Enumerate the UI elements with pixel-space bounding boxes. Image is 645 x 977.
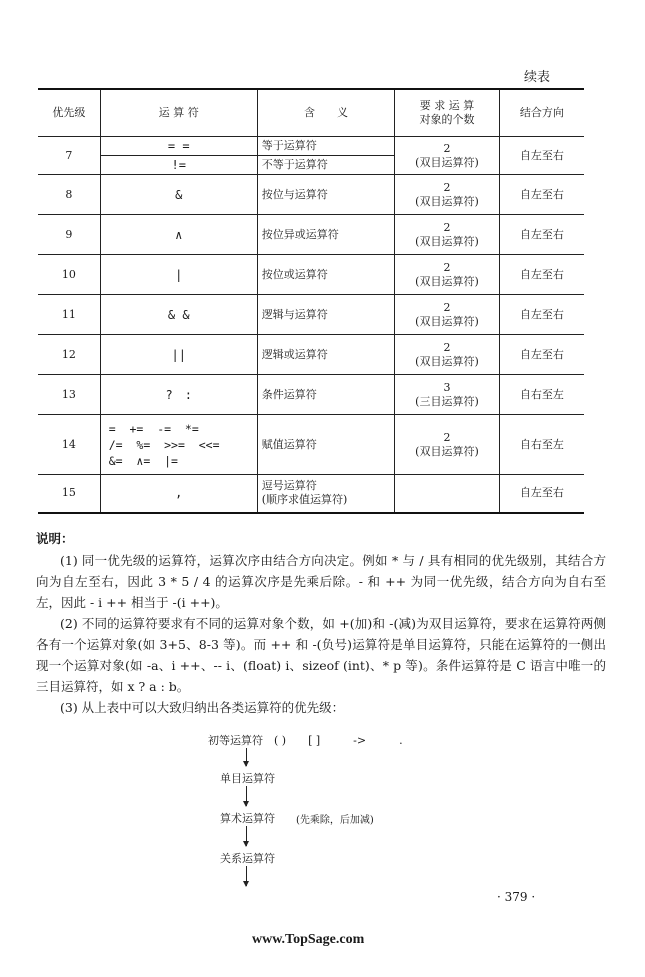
- table-body: [38, 137, 584, 513]
- level-cell: 13: [38, 375, 100, 415]
- associativity-cell: 自右至左: [499, 415, 584, 475]
- operator-table: [38, 88, 584, 514]
- operator-cell: ∧: [100, 215, 257, 255]
- level-cell: 11: [38, 295, 100, 335]
- operand-count-cell: 2 (双目运算符): [395, 295, 499, 335]
- assignment-ops-line: = += -= *=: [108, 421, 199, 436]
- operand-count-cell: 3 (三目运算符): [395, 375, 499, 415]
- header-operand-count: 要 求 运 算 对象的个数: [395, 89, 499, 137]
- operator-cell: = =: [100, 137, 257, 156]
- table-row: [38, 255, 584, 295]
- level-cell: 14: [38, 415, 100, 475]
- associativity-cell: 自左至右: [499, 215, 584, 255]
- header-level: 优先级: [38, 89, 100, 137]
- operand-count-cell: [395, 475, 499, 513]
- meaning-cell: 按位异或运算符: [257, 215, 395, 255]
- meaning-cell: 按位或运算符: [257, 255, 395, 295]
- associativity-cell: 自左至右: [499, 175, 584, 215]
- associativity-cell: 自右至左: [499, 375, 584, 415]
- operator-cell: ,: [100, 475, 257, 513]
- meaning-cell: 按位与运算符: [257, 175, 395, 215]
- level-cell: 12: [38, 335, 100, 375]
- assignment-ops-line: &= ∧= |=: [108, 453, 178, 468]
- note-paragraph-2: (2) 不同的运算符要求有不同的运算对象个数，如 +(加)和 -(减)为双目运算符，要求在运算符两侧各有一个运算对象(如 3+5、8-3 等)。而 ++ 和 -(负号)运算符是单目运算符，只能在运算符的一侧出现一个运算对象(如 -a、i ++、-- i、(float) i、sizeof (int)、* p 等)。条件运算符是 C 语言中唯一的三目运算符，如 x ? a : b。: [36, 616, 606, 694]
- footer-url: www.TopSage.com: [252, 932, 365, 947]
- operator-cell: !=: [100, 156, 257, 175]
- level-cell: 7: [38, 137, 100, 175]
- flow-level-unary: 单目运算符: [220, 772, 275, 785]
- operator-cell: & &: [100, 295, 257, 335]
- table-header-row: [38, 89, 584, 137]
- operator-cell: [100, 415, 257, 475]
- header-operator: 运 算 符: [100, 89, 257, 137]
- flow-arrow: [246, 866, 247, 886]
- operand-count-cell: 2 (双目运算符): [395, 175, 499, 215]
- page-number: · 379 ·: [497, 890, 536, 904]
- operator-cell: ||: [100, 335, 257, 375]
- meaning-cell: 逗号运算符 (顺序求值运算符): [257, 475, 395, 513]
- flow-arrow: [246, 786, 247, 806]
- table-row: [38, 295, 584, 335]
- notes-body: [36, 550, 606, 718]
- associativity-cell: 自左至右: [499, 335, 584, 375]
- note-paragraph-3: (3) 从上表中可以大致归纳出各类运算符的优先级：: [60, 700, 345, 715]
- operator-cell: &: [100, 175, 257, 215]
- flow-level-arithmetic-note: (先乘除，后加减): [296, 815, 374, 826]
- header-meaning: 含 义: [257, 89, 395, 137]
- flow-level-arithmetic: 算术运算符: [220, 812, 275, 825]
- table-row: [38, 335, 584, 375]
- operand-count-cell: 2 (双目运算符): [395, 137, 499, 175]
- level-cell: 15: [38, 475, 100, 513]
- table-row: [38, 375, 584, 415]
- meaning-cell: 赋值运算符: [257, 415, 395, 475]
- flow-arrow: [246, 826, 247, 846]
- table-row: [38, 175, 584, 215]
- table-row: [38, 475, 584, 513]
- header-associativity: 结合方向: [499, 89, 584, 137]
- table-row: [38, 137, 584, 156]
- level-cell: 9: [38, 215, 100, 255]
- operator-cell: ? :: [100, 375, 257, 415]
- assignment-ops-line: /= %= >>= <<=: [108, 437, 220, 452]
- flow-level-relational: 关系运算符: [220, 852, 275, 865]
- notes-heading: 说明：: [36, 531, 74, 546]
- level-cell: 8: [38, 175, 100, 215]
- continued-label: 续表: [524, 70, 551, 85]
- associativity-cell: 自左至右: [499, 295, 584, 335]
- meaning-cell: 逻辑或运算符: [257, 335, 395, 375]
- flow-arrow: [246, 748, 247, 766]
- meaning-cell: 等于运算符: [257, 137, 395, 156]
- table-row: [38, 215, 584, 255]
- operand-count-cell: 2 (双目运算符): [395, 255, 499, 295]
- flow-level-primary: 初等运算符 ( ) [ ] -> .: [208, 734, 403, 747]
- meaning-cell: 条件运算符: [257, 375, 395, 415]
- level-cell: 10: [38, 255, 100, 295]
- associativity-cell: 自左至右: [499, 475, 584, 513]
- meaning-cell: 逻辑与运算符: [257, 295, 395, 335]
- operand-count-cell: 2 (双目运算符): [395, 415, 499, 475]
- operator-cell: |: [100, 255, 257, 295]
- operand-count-cell: 2 (双目运算符): [395, 335, 499, 375]
- associativity-cell: 自左至右: [499, 255, 584, 295]
- operand-count-cell: 2 (双目运算符): [395, 215, 499, 255]
- meaning-cell: 不等于运算符: [257, 156, 395, 175]
- note-paragraph-1: (1) 同一优先级的运算符，运算次序由结合方向决定。例如 * 与 / 具有相同的优先级别，其结合方向为自左至右，因此 3 * 5 / 4 的运算次序是先乘后除。- 和 ++ 为同一优先级，结合方向为自右至左，因此 - i ++ 相当于 -(i ++)。: [36, 553, 606, 610]
- associativity-cell: 自左至右: [499, 137, 584, 175]
- table-row: [38, 415, 584, 475]
